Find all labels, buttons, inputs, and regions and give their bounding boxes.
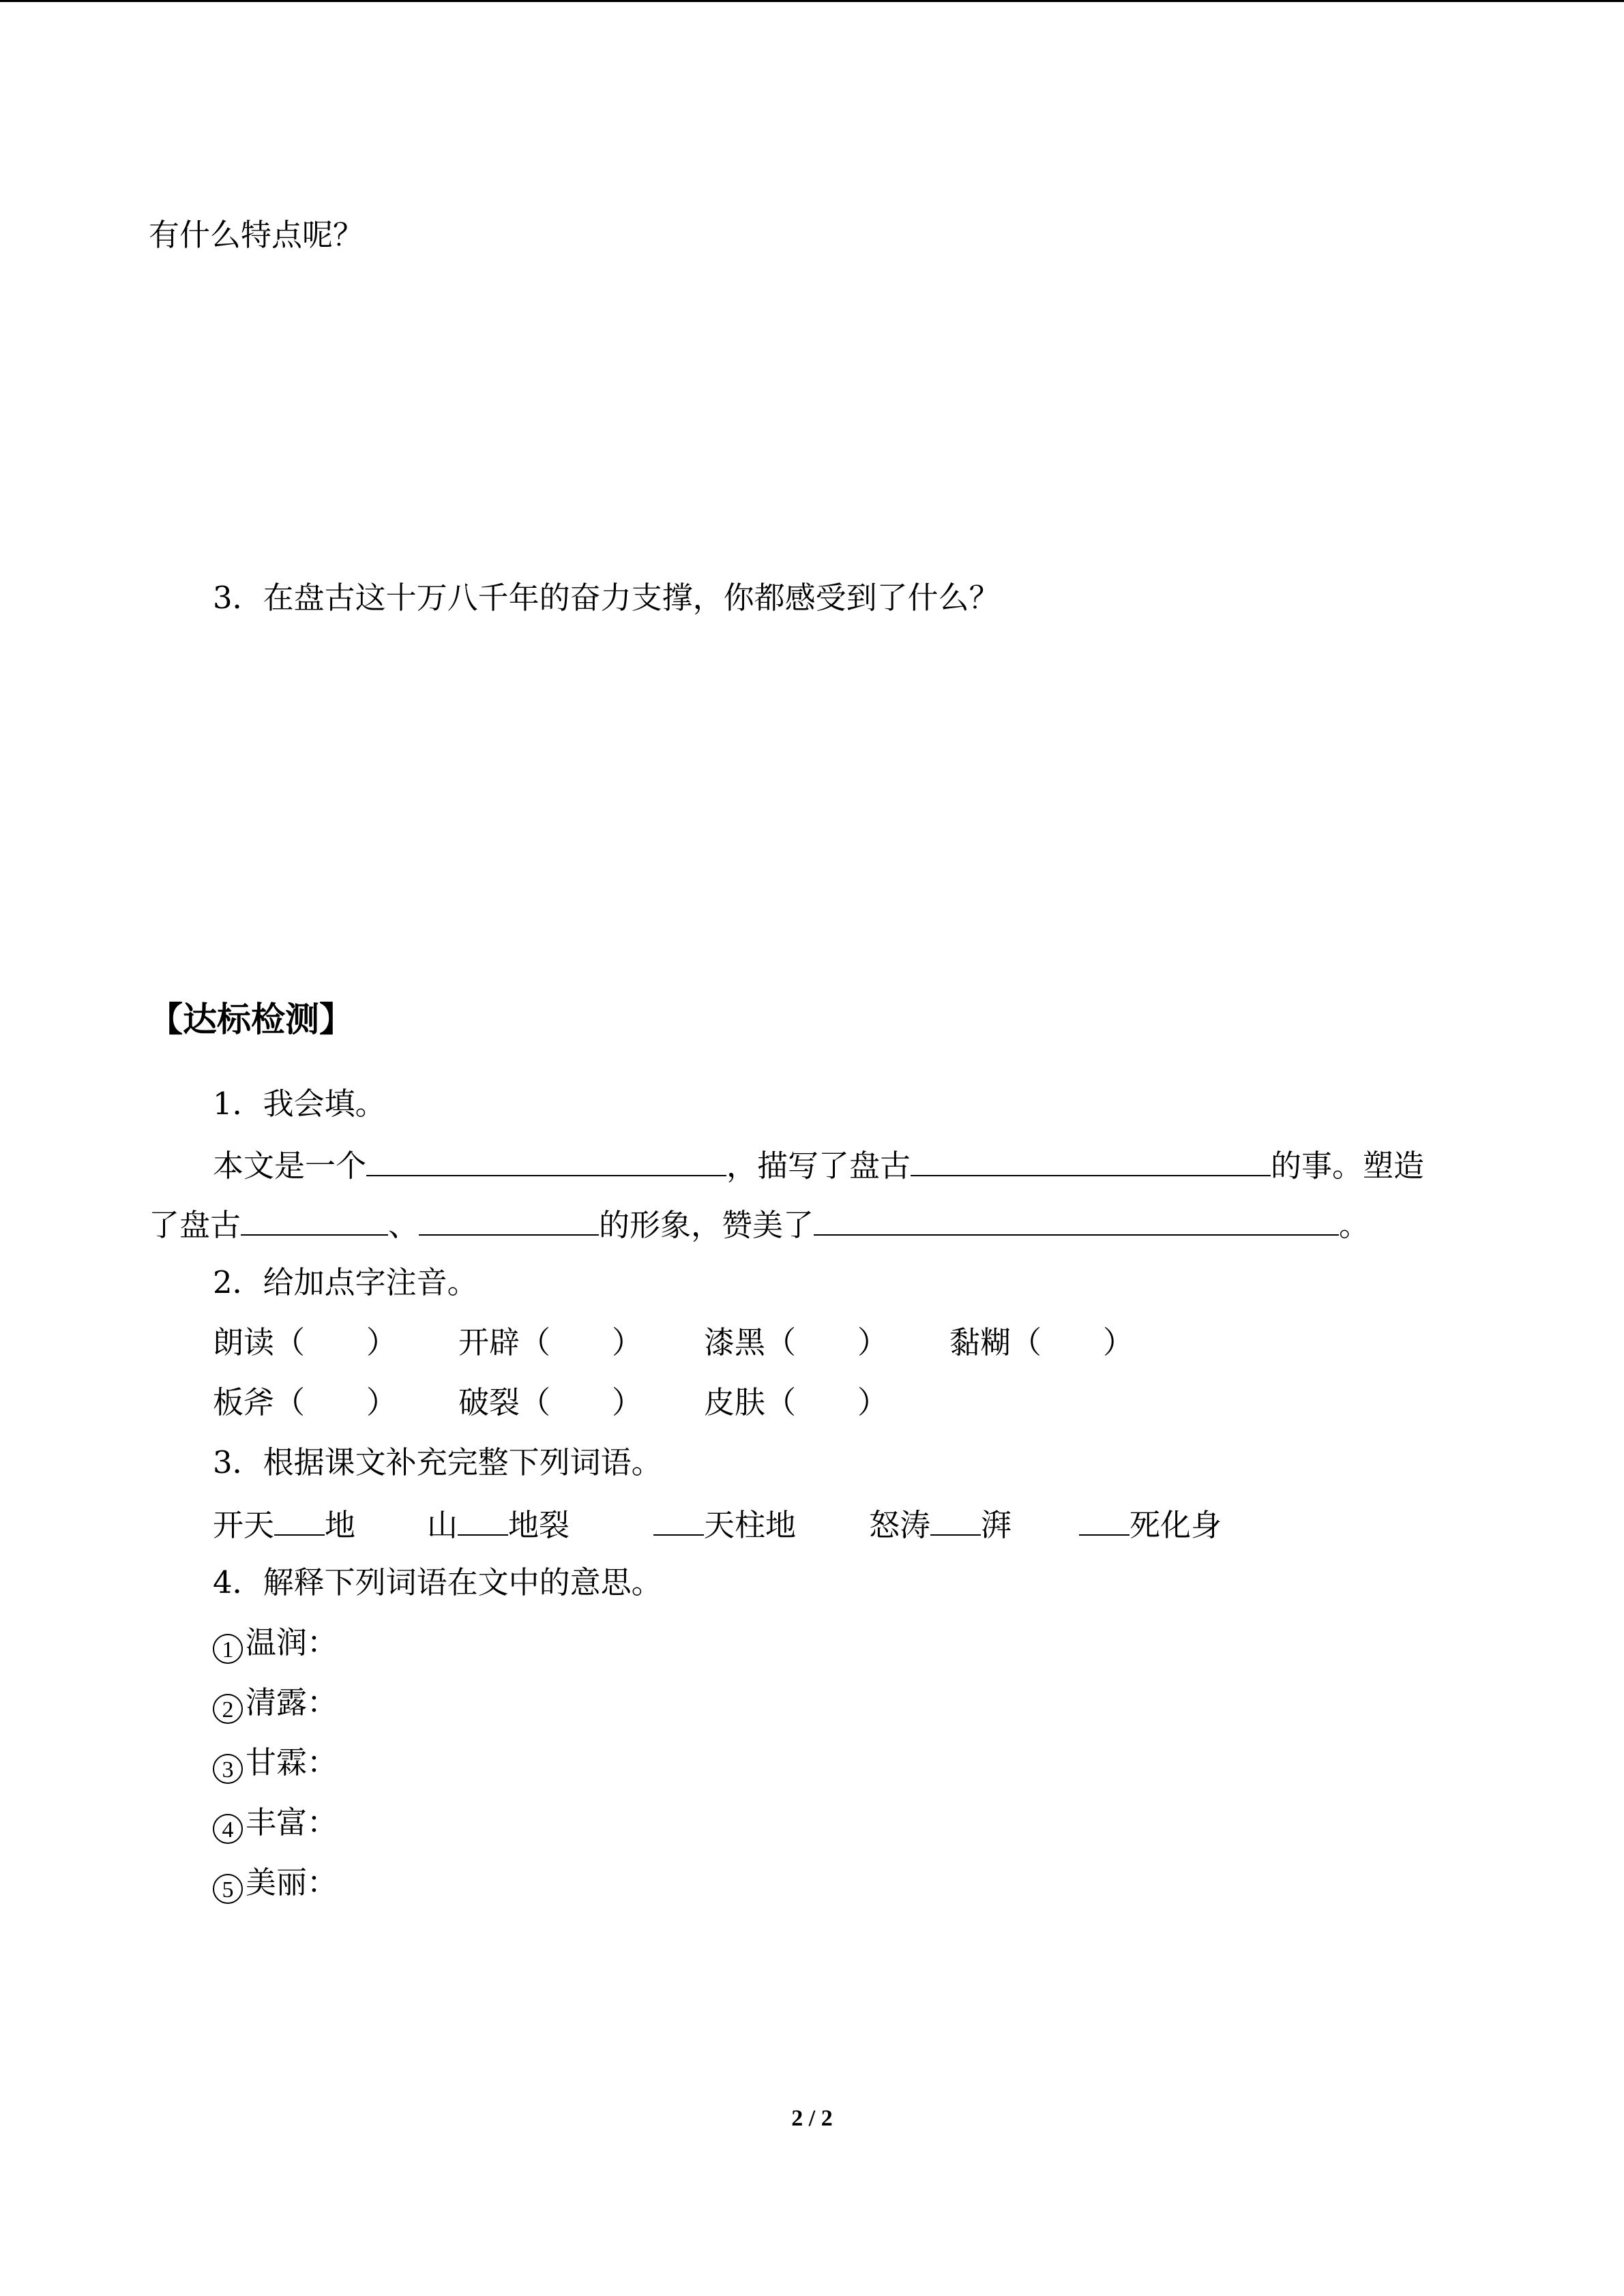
pinyin-item: 漆黑（ ） (704, 1324, 889, 1360)
pinyin-item: 黏糊（ ） (949, 1324, 1134, 1360)
q1-text-d: 了盘古 (149, 1207, 241, 1243)
circled-number: 1 (213, 1634, 243, 1664)
continuation-text: 有什么特点呢？ (149, 217, 364, 253)
pinyin-item: 朗读（ ） (213, 1324, 398, 1360)
fill-blank-praise[interactable] (814, 1207, 1339, 1236)
idiom-blank[interactable] (1079, 1507, 1130, 1536)
q1-text-e: 、 (388, 1207, 419, 1243)
pinyin-item: 皮肤（ ） (704, 1384, 889, 1420)
pinyin-item: 破裂（ ） (458, 1384, 643, 1420)
fill-blank-trait-2[interactable] (419, 1207, 599, 1236)
top-border (0, 0, 1624, 2)
idiom-blank[interactable] (274, 1507, 325, 1536)
idiom-item: 死化身 (1079, 1507, 1222, 1540)
q1-line-2 (149, 1207, 1370, 1243)
q3-title: 3．根据课文补充完整下列词语。 (213, 1444, 662, 1480)
idiom-blank[interactable] (930, 1507, 981, 1536)
pinyin-item: 板斧（ ） (213, 1384, 398, 1420)
circled-number: 2 (213, 1694, 243, 1724)
definition-item: 5 美丽： (213, 1867, 338, 1904)
q1-line-1 (213, 1148, 1425, 1184)
idiom-item: 天柱地 (653, 1507, 796, 1540)
page-number: 2 / 2 (791, 2106, 833, 2131)
pinyin-item: 开辟（ ） (458, 1324, 643, 1360)
definition-item: 4 丰富： (213, 1807, 338, 1844)
definition-item: 2 清露： (213, 1687, 338, 1724)
q1-title: 1．我会填。 (213, 1086, 386, 1122)
circled-number: 3 (213, 1754, 243, 1784)
idiom-item: 开天 地 (213, 1507, 356, 1543)
fill-blank-genre[interactable] (366, 1148, 726, 1176)
q1-text-c: 的事。塑造 (1271, 1148, 1425, 1184)
circled-number: 4 (213, 1814, 243, 1844)
q2-title: 2．给加点字注音。 (213, 1264, 478, 1300)
idiom-blank[interactable] (458, 1507, 508, 1536)
idiom-item: 怒涛 湃 (869, 1507, 1012, 1543)
circled-number: 5 (213, 1874, 243, 1904)
fill-blank-trait-1[interactable] (241, 1207, 388, 1236)
idiom-blank[interactable] (653, 1507, 704, 1536)
q1-text-b: ，描写了盘古 (726, 1148, 911, 1184)
fill-blank-event[interactable] (911, 1148, 1271, 1176)
definition-item: 1 温润： (213, 1627, 338, 1664)
q4-title: 4．解释下列词语在文中的意思。 (213, 1564, 662, 1600)
q1-text-g: 。 (1339, 1207, 1370, 1243)
definition-item: 3 甘霖： (213, 1747, 338, 1784)
q1-text-f: 的形象，赞美了 (599, 1207, 814, 1243)
idiom-item: 山 地裂 (427, 1507, 570, 1543)
question-3-text: 3．在盘古这十万八千年的奋力支撑，你都感受到了什么？ (213, 580, 1000, 616)
q1-text-a: 本文是一个 (213, 1148, 367, 1184)
section-title: 【达标检测】 (149, 1000, 353, 1039)
